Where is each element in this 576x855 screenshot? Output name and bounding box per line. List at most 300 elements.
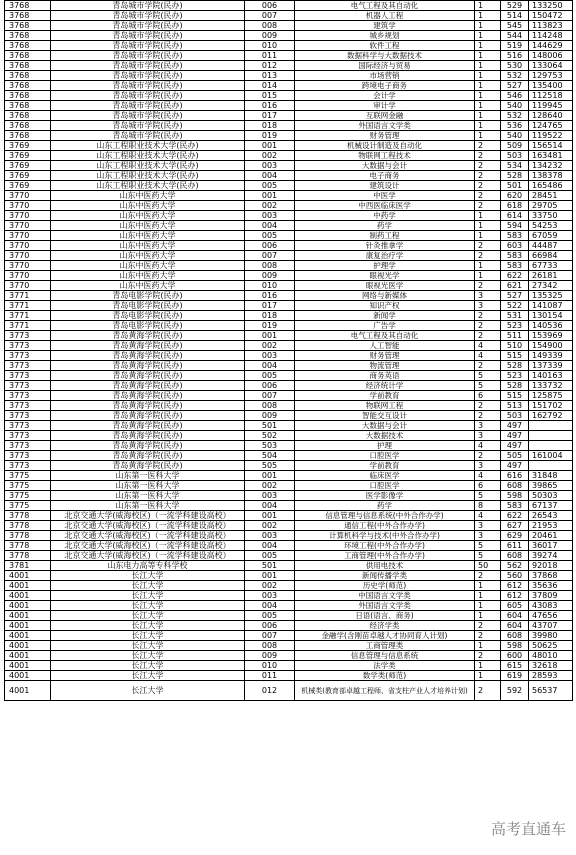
cell-min-rank: 39865 xyxy=(529,481,573,491)
cell-school-code: 3768 xyxy=(5,101,51,111)
cell-min-score: 532 xyxy=(501,71,529,81)
cell-min-rank: 135325 xyxy=(529,291,573,301)
cell-major-code: 001 xyxy=(245,331,295,341)
cell-plan-count: 1 xyxy=(475,91,501,101)
cell-major-name: 物联网工程 xyxy=(295,401,475,411)
cell-min-rank: 129753 xyxy=(529,71,573,81)
cell-school-name: 山东工程职业技术大学(民办) xyxy=(51,151,245,161)
table-row xyxy=(5,331,573,341)
cell-min-rank: 48010 xyxy=(529,651,573,661)
cell-school-code: 3770 xyxy=(5,211,51,221)
cell-major-name: 物流管理 xyxy=(295,361,475,371)
cell-min-rank: 112518 xyxy=(529,91,573,101)
cell-major-name: 机器人工程 xyxy=(295,11,475,21)
table-row xyxy=(5,411,573,421)
cell-min-score: 598 xyxy=(501,491,529,501)
cell-min-score: 621 xyxy=(501,281,529,291)
cell-plan-count: 1 xyxy=(475,81,501,91)
cell-min-rank: 56537 xyxy=(529,681,573,701)
cell-major-code: 004 xyxy=(245,221,295,231)
cell-min-score: 629 xyxy=(501,531,529,541)
table-row xyxy=(5,211,573,221)
cell-school-name: 山东第一医科大学 xyxy=(51,471,245,481)
cell-major-name: 商务英语 xyxy=(295,371,475,381)
cell-min-rank: 21953 xyxy=(529,521,573,531)
cell-major-name: 供用电技术 xyxy=(295,561,475,571)
cell-school-name: 北京交通大学(威海校区)（一流学科建设高校） xyxy=(51,551,245,561)
cell-min-rank: 137339 xyxy=(529,361,573,371)
cell-major-code: 002 xyxy=(245,481,295,491)
cell-major-name: 机械设计制造及自动化 xyxy=(295,141,475,151)
cell-school-code: 3771 xyxy=(5,301,51,311)
cell-min-rank: 67137 xyxy=(529,501,573,511)
cell-plan-count: 2 xyxy=(475,281,501,291)
cell-school-name: 青岛黄海学院(民办) xyxy=(51,441,245,451)
table-row xyxy=(5,511,573,521)
cell-plan-count: 2 xyxy=(475,191,501,201)
cell-major-code: 007 xyxy=(245,391,295,401)
cell-min-rank: 133732 xyxy=(529,381,573,391)
cell-school-name: 青岛黄海学院(民办) xyxy=(51,351,245,361)
cell-min-rank: 47656 xyxy=(529,611,573,621)
cell-school-code: 3773 xyxy=(5,401,51,411)
cell-min-score: 528 xyxy=(501,361,529,371)
cell-major-code: 005 xyxy=(245,181,295,191)
cell-school-code: 3773 xyxy=(5,431,51,441)
cell-major-name: 机械类(教育部卓越工程师、省支柱产业人才培养计划) xyxy=(295,681,475,701)
cell-school-code: 3773 xyxy=(5,331,51,341)
cell-major-name: 工商管理类 xyxy=(295,641,475,651)
cell-min-score: 516 xyxy=(501,51,529,61)
cell-major-name: 护理学 xyxy=(295,261,475,271)
cell-school-name: 山东第一医科大学 xyxy=(51,501,245,511)
cell-min-score: 592 xyxy=(501,681,529,701)
cell-plan-count: 5 xyxy=(475,491,501,501)
table-row xyxy=(5,121,573,131)
cell-school-name: 青岛黄海学院(民办) xyxy=(51,341,245,351)
cell-major-code: 010 xyxy=(245,661,295,671)
cell-major-code: 505 xyxy=(245,461,295,471)
cell-min-score: 505 xyxy=(501,451,529,461)
cell-plan-count: 2 xyxy=(475,681,501,701)
cell-min-rank: 26543 xyxy=(529,511,573,521)
cell-min-rank: 54253 xyxy=(529,221,573,231)
cell-school-code: 4001 xyxy=(5,611,51,621)
table-row xyxy=(5,461,573,471)
cell-plan-count: 2 xyxy=(475,331,501,341)
cell-min-rank: 50303 xyxy=(529,491,573,501)
cell-major-name: 医学影像学 xyxy=(295,491,475,501)
cell-min-score: 604 xyxy=(501,621,529,631)
cell-school-name: 青岛黄海学院(民办) xyxy=(51,421,245,431)
table-row xyxy=(5,671,573,681)
cell-min-rank: 162792 xyxy=(529,411,573,421)
cell-major-code: 014 xyxy=(245,81,295,91)
cell-school-code: 3769 xyxy=(5,161,51,171)
cell-major-name: 临床医学 xyxy=(295,471,475,481)
cell-min-score: 528 xyxy=(501,381,529,391)
cell-plan-count: 5 xyxy=(475,371,501,381)
cell-school-code: 4001 xyxy=(5,661,51,671)
cell-school-name: 青岛黄海学院(民办) xyxy=(51,331,245,341)
cell-major-name: 人工智能 xyxy=(295,341,475,351)
cell-min-rank: 36017 xyxy=(529,541,573,551)
cell-plan-count: 6 xyxy=(475,391,501,401)
cell-major-name: 大数据技术 xyxy=(295,431,475,441)
cell-school-code: 4001 xyxy=(5,581,51,591)
cell-plan-count: 6 xyxy=(475,481,501,491)
cell-min-score: 529 xyxy=(501,1,529,11)
cell-major-code: 013 xyxy=(245,71,295,81)
cell-school-code: 3775 xyxy=(5,481,51,491)
cell-major-code: 503 xyxy=(245,441,295,451)
cell-min-score: 519 xyxy=(501,41,529,51)
cell-major-name: 日语(语言、商务) xyxy=(295,611,475,621)
cell-school-code: 4001 xyxy=(5,671,51,681)
cell-min-score: 534 xyxy=(501,161,529,171)
cell-min-score: 497 xyxy=(501,421,529,431)
cell-school-code: 3773 xyxy=(5,341,51,351)
cell-major-name: 市场营销 xyxy=(295,71,475,81)
cell-school-name: 青岛电影学院(民办) xyxy=(51,321,245,331)
cell-major-name: 外国语言文学类 xyxy=(295,601,475,611)
cell-min-score: 497 xyxy=(501,431,529,441)
cell-min-rank: 67059 xyxy=(529,231,573,241)
table-row xyxy=(5,221,573,231)
cell-major-code: 008 xyxy=(245,401,295,411)
cell-min-score: 612 xyxy=(501,591,529,601)
cell-plan-count: 2 xyxy=(475,621,501,631)
cell-school-code: 3770 xyxy=(5,231,51,241)
cell-plan-count: 2 xyxy=(475,451,501,461)
cell-min-rank: 130154 xyxy=(529,311,573,321)
table-row xyxy=(5,241,573,251)
cell-min-rank: 133250 xyxy=(529,1,573,11)
table-row xyxy=(5,91,573,101)
cell-major-code: 008 xyxy=(245,261,295,271)
cell-major-name: 广告学 xyxy=(295,321,475,331)
cell-plan-count: 4 xyxy=(475,471,501,481)
cell-plan-count: 1 xyxy=(475,131,501,141)
cell-min-score: 509 xyxy=(501,141,529,151)
table-row xyxy=(5,171,573,181)
cell-major-code: 007 xyxy=(245,11,295,21)
cell-min-score: 514 xyxy=(501,11,529,21)
table-row xyxy=(5,201,573,211)
table-row xyxy=(5,431,573,441)
table-row xyxy=(5,551,573,561)
cell-school-code: 3775 xyxy=(5,471,51,481)
cell-major-name: 口腔医学 xyxy=(295,451,475,461)
cell-school-code: 3771 xyxy=(5,321,51,331)
table-row xyxy=(5,151,573,161)
cell-min-rank: 28451 xyxy=(529,191,573,201)
cell-school-code: 3773 xyxy=(5,451,51,461)
cell-min-score: 503 xyxy=(501,411,529,421)
cell-major-code: 005 xyxy=(245,231,295,241)
cell-school-code: 3778 xyxy=(5,521,51,531)
cell-major-code: 501 xyxy=(245,561,295,571)
cell-school-name: 长江大学 xyxy=(51,661,245,671)
cell-plan-count: 5 xyxy=(475,551,501,561)
cell-min-rank: 119945 xyxy=(529,101,573,111)
cell-school-code: 3770 xyxy=(5,191,51,201)
table-row xyxy=(5,381,573,391)
table-row xyxy=(5,351,573,361)
table-row xyxy=(5,291,573,301)
cell-school-name: 山东中医药大学 xyxy=(51,271,245,281)
cell-plan-count: 1 xyxy=(475,11,501,21)
cell-major-code: 011 xyxy=(245,51,295,61)
cell-school-code: 3768 xyxy=(5,51,51,61)
cell-major-name: 大数据与会计 xyxy=(295,161,475,171)
cell-major-name: 康复治疗学 xyxy=(295,251,475,261)
cell-plan-count: 1 xyxy=(475,31,501,41)
cell-major-name: 信息管理与信息系统(中外合作办学) xyxy=(295,511,475,521)
cell-min-score: 562 xyxy=(501,561,529,571)
cell-school-name: 青岛城市学院(民办) xyxy=(51,1,245,11)
cell-plan-count: 1 xyxy=(475,261,501,271)
cell-school-code: 3768 xyxy=(5,111,51,121)
cell-min-score: 515 xyxy=(501,391,529,401)
cell-plan-count: 1 xyxy=(475,71,501,81)
cell-school-code: 3768 xyxy=(5,31,51,41)
cell-school-code: 3771 xyxy=(5,291,51,301)
cell-major-code: 011 xyxy=(245,671,295,681)
cell-major-code: 019 xyxy=(245,131,295,141)
table-row xyxy=(5,141,573,151)
table-row xyxy=(5,661,573,671)
cell-major-name: 建筑设计 xyxy=(295,181,475,191)
cell-plan-count: 3 xyxy=(475,431,501,441)
cell-min-rank: 20461 xyxy=(529,531,573,541)
cell-min-rank: 92018 xyxy=(529,561,573,571)
cell-major-name: 智能交互设计 xyxy=(295,411,475,421)
table-row xyxy=(5,21,573,31)
cell-major-code: 502 xyxy=(245,431,295,441)
cell-min-rank: 165486 xyxy=(529,181,573,191)
cell-school-name: 山东工程职业技术大学(民办) xyxy=(51,161,245,171)
table-row xyxy=(5,191,573,201)
cell-major-name: 针灸推拿学 xyxy=(295,241,475,251)
cell-major-code: 018 xyxy=(245,311,295,321)
cell-major-name: 工商管理(中外合作办学) xyxy=(295,551,475,561)
cell-min-rank: 50625 xyxy=(529,641,573,651)
cell-school-name: 青岛城市学院(民办) xyxy=(51,111,245,121)
cell-plan-count: 2 xyxy=(475,151,501,161)
cell-major-name: 经济统计学 xyxy=(295,381,475,391)
cell-major-name: 中医学 xyxy=(295,191,475,201)
cell-min-score: 523 xyxy=(501,371,529,381)
cell-min-rank: 141087 xyxy=(529,301,573,311)
cell-plan-count: 3 xyxy=(475,421,501,431)
cell-major-name: 眼视光学 xyxy=(295,271,475,281)
cell-min-rank: 37868 xyxy=(529,571,573,581)
table-row xyxy=(5,321,573,331)
cell-min-score: 523 xyxy=(501,321,529,331)
cell-plan-count: 1 xyxy=(475,271,501,281)
cell-major-code: 015 xyxy=(245,91,295,101)
cell-school-name: 青岛城市学院(民办) xyxy=(51,31,245,41)
cell-major-name: 数据科学与大数据技术 xyxy=(295,51,475,61)
cell-major-name: 信息管理与信息系统 xyxy=(295,651,475,661)
cell-major-name: 口腔医学 xyxy=(295,481,475,491)
cell-plan-count: 50 xyxy=(475,561,501,571)
cell-min-score: 501 xyxy=(501,181,529,191)
cell-school-name: 长江大学 xyxy=(51,681,245,701)
table-row xyxy=(5,561,573,571)
cell-school-code: 3768 xyxy=(5,71,51,81)
cell-min-score: 583 xyxy=(501,251,529,261)
cell-min-score: 627 xyxy=(501,521,529,531)
cell-plan-count: 3 xyxy=(475,291,501,301)
cell-school-name: 山东中医药大学 xyxy=(51,221,245,231)
cell-min-rank: 35636 xyxy=(529,581,573,591)
cell-school-code: 3769 xyxy=(5,171,51,181)
cell-min-rank: 134232 xyxy=(529,161,573,171)
table-row xyxy=(5,541,573,551)
cell-school-code: 3781 xyxy=(5,561,51,571)
table-row xyxy=(5,611,573,621)
cell-school-name: 青岛电影学院(民办) xyxy=(51,311,245,321)
table-row xyxy=(5,451,573,461)
cell-school-code: 3769 xyxy=(5,141,51,151)
cell-major-name: 互联网金融 xyxy=(295,111,475,121)
cell-plan-count: 1 xyxy=(475,581,501,591)
cell-major-code: 001 xyxy=(245,141,295,151)
cell-school-code: 3768 xyxy=(5,81,51,91)
cell-school-name: 山东电力高等专科学校 xyxy=(51,561,245,571)
cell-min-score: 540 xyxy=(501,101,529,111)
table-row xyxy=(5,301,573,311)
cell-school-name: 北京交通大学(威海校区)（一流学科建设高校） xyxy=(51,531,245,541)
table-row xyxy=(5,251,573,261)
cell-min-score: 608 xyxy=(501,481,529,491)
cell-major-name: 新闻传播学类 xyxy=(295,571,475,581)
cell-major-name: 跨境电子商务 xyxy=(295,81,475,91)
cell-min-rank: 144629 xyxy=(529,41,573,51)
cell-school-code: 4001 xyxy=(5,601,51,611)
cell-major-name: 电气工程及其自动化 xyxy=(295,1,475,11)
cell-major-code: 009 xyxy=(245,31,295,41)
cell-school-name: 青岛电影学院(民办) xyxy=(51,291,245,301)
cell-school-name: 青岛黄海学院(民办) xyxy=(51,381,245,391)
cell-min-rank: 128640 xyxy=(529,111,573,121)
cell-min-rank xyxy=(529,441,573,451)
cell-school-code: 4001 xyxy=(5,591,51,601)
cell-min-score: 603 xyxy=(501,241,529,251)
cell-major-code: 006 xyxy=(245,621,295,631)
cell-min-rank: 124765 xyxy=(529,121,573,131)
watermark: 高考直通车 xyxy=(490,820,566,838)
cell-min-score: 583 xyxy=(501,501,529,511)
cell-school-name: 山东中医药大学 xyxy=(51,261,245,271)
cell-school-name: 青岛城市学院(民办) xyxy=(51,61,245,71)
cell-plan-count: 1 xyxy=(475,221,501,231)
cell-major-name: 中国语言文学类 xyxy=(295,591,475,601)
cell-min-score: 515 xyxy=(501,351,529,361)
table-row xyxy=(5,471,573,481)
table-row xyxy=(5,61,573,71)
cell-major-name: 电气工程及其自动化 xyxy=(295,331,475,341)
cell-min-rank: 133064 xyxy=(529,61,573,71)
cell-plan-count: 1 xyxy=(475,61,501,71)
cell-major-code: 006 xyxy=(245,381,295,391)
cell-school-name: 青岛城市学院(民办) xyxy=(51,71,245,81)
cell-school-name: 山东工程职业技术大学(民办) xyxy=(51,141,245,151)
cell-school-name: 青岛黄海学院(民办) xyxy=(51,401,245,411)
cell-school-name: 青岛城市学院(民办) xyxy=(51,11,245,21)
cell-school-name: 青岛黄海学院(民办) xyxy=(51,371,245,381)
cell-school-code: 4001 xyxy=(5,651,51,661)
cell-plan-count: 2 xyxy=(475,251,501,261)
cell-min-score: 605 xyxy=(501,601,529,611)
cell-min-rank xyxy=(529,431,573,441)
cell-min-rank xyxy=(529,421,573,431)
admission-table xyxy=(4,0,573,701)
cell-plan-count: 3 xyxy=(475,461,501,471)
cell-min-rank: 44487 xyxy=(529,241,573,251)
cell-major-code: 003 xyxy=(245,591,295,601)
cell-school-name: 长江大学 xyxy=(51,631,245,641)
cell-school-code: 4001 xyxy=(5,681,51,701)
cell-min-rank: 67733 xyxy=(529,261,573,271)
table-row xyxy=(5,391,573,401)
cell-min-score: 513 xyxy=(501,401,529,411)
cell-school-name: 青岛城市学院(民办) xyxy=(51,21,245,31)
cell-school-name: 青岛黄海学院(民办) xyxy=(51,451,245,461)
cell-major-code: 003 xyxy=(245,491,295,501)
cell-school-code: 4001 xyxy=(5,631,51,641)
cell-school-code: 3770 xyxy=(5,261,51,271)
table-row xyxy=(5,531,573,541)
table-row xyxy=(5,571,573,581)
cell-school-code: 3768 xyxy=(5,21,51,31)
table-row xyxy=(5,181,573,191)
cell-school-code: 4001 xyxy=(5,621,51,631)
table-row xyxy=(5,441,573,451)
cell-min-rank: 32618 xyxy=(529,661,573,671)
cell-plan-count: 4 xyxy=(475,441,501,451)
cell-major-code: 001 xyxy=(245,471,295,481)
cell-plan-count: 1 xyxy=(475,111,501,121)
cell-plan-count: 1 xyxy=(475,101,501,111)
cell-school-name: 山东中医药大学 xyxy=(51,201,245,211)
cell-plan-count: 2 xyxy=(475,411,501,421)
cell-major-name: 护理 xyxy=(295,441,475,451)
cell-major-code: 016 xyxy=(245,291,295,301)
cell-plan-count: 1 xyxy=(475,661,501,671)
cell-plan-count: 4 xyxy=(475,511,501,521)
cell-min-score: 497 xyxy=(501,441,529,451)
cell-school-name: 青岛城市学院(民办) xyxy=(51,41,245,51)
cell-major-code: 007 xyxy=(245,251,295,261)
cell-school-name: 山东工程职业技术大学(民办) xyxy=(51,171,245,181)
cell-school-code: 3768 xyxy=(5,41,51,51)
cell-major-code: 008 xyxy=(245,641,295,651)
table-row xyxy=(5,281,573,291)
cell-plan-count: 4 xyxy=(475,341,501,351)
table-row xyxy=(5,591,573,601)
cell-school-name: 山东工程职业技术大学(民办) xyxy=(51,181,245,191)
cell-school-name: 山东第一医科大学 xyxy=(51,491,245,501)
cell-major-code: 012 xyxy=(245,61,295,71)
cell-min-score: 536 xyxy=(501,121,529,131)
cell-major-code: 501 xyxy=(245,421,295,431)
cell-min-rank: 148006 xyxy=(529,51,573,61)
cell-plan-count: 1 xyxy=(475,671,501,681)
cell-min-rank: 28593 xyxy=(529,671,573,681)
